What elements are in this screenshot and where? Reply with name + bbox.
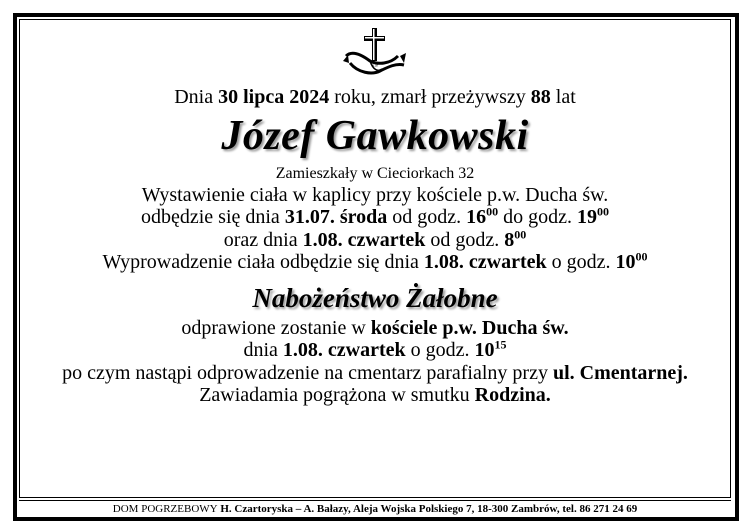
viewing-line-2 <box>19 206 731 229</box>
viewing-2-minute: 00 <box>514 226 527 241</box>
service-line-3-pre: po czym nastąpi odprowadzenie na cmentarz parafialny przy <box>62 361 553 384</box>
footer-details: H. Czartoryska – A. Bałazy, Aleja Wojska Polskiego 7, 18-300 Zambrów, tel. 86 271 24 69 <box>217 503 638 515</box>
viewing-line-3 <box>19 226 731 252</box>
viewing-from-minute: 00 <box>486 204 499 219</box>
footer-company: DOM POGRZEBOWY <box>112 503 218 515</box>
intro-line <box>19 86 731 109</box>
cross-with-ribbon-icon <box>340 25 410 85</box>
residence: Zamieszkały w Cieciorkach 32 <box>275 164 475 182</box>
funeral-home-footer <box>19 500 731 516</box>
viewing-line-3-pre: oraz dnia <box>223 228 303 251</box>
viewing-date-1: 31.07. środa <box>284 206 388 228</box>
cemetery-street: ul. Cmentarnej. <box>552 361 688 384</box>
service-place: kościele p.w. Ducha św. <box>370 316 569 339</box>
intro-post: lat <box>550 86 576 108</box>
intro-mid: roku, zmarł przeżywszy <box>329 86 531 108</box>
removal-line <box>19 251 731 274</box>
removal-mid: o godz. <box>546 251 616 273</box>
service-line-2 <box>19 339 731 362</box>
removal-minute: 00 <box>635 249 648 264</box>
service-title: Nabożeństwo Żałobne <box>252 282 498 313</box>
removal-hour: 10 <box>615 251 636 273</box>
viewing-line-2-mid2: do godz. <box>498 206 578 228</box>
death-date: 30 lipca 2024 <box>218 86 330 108</box>
age: 88 <box>530 86 551 108</box>
viewing-line-2-mid: od godz. <box>387 206 467 228</box>
family: Rodzina. <box>474 384 551 406</box>
service-date: 1.08. czwartek <box>282 339 406 361</box>
viewing-line-3-mid: od godz. <box>425 228 505 251</box>
service-line-2-mid: o godz. <box>405 339 475 361</box>
viewing-2-hour: 8 <box>504 228 515 251</box>
deceased-name: Józef Gawkowski <box>221 112 529 159</box>
service-line-4-pre: Zawiadamia pogrążona w smutku <box>199 384 475 406</box>
service-minute: 15 <box>494 337 507 352</box>
service-line-1 <box>19 317 731 340</box>
viewing-from-hour: 16 <box>466 206 487 228</box>
removal-pre: Wyprowadzenie ciała odbędzie się dnia <box>102 251 424 273</box>
viewing-to-minute: 00 <box>597 204 610 219</box>
viewing-to-hour: 19 <box>577 206 598 228</box>
service-line-4 <box>19 384 731 407</box>
notice-body <box>19 86 731 407</box>
service-line-2-pre: dnia <box>243 339 283 361</box>
service-line-1-pre: odprawione zostanie w <box>181 316 371 339</box>
viewing-line-1: Wystawienie ciała w kaplicy przy kościele p.w. Ducha św. <box>141 183 609 206</box>
emblem-initials: Ś.P. <box>371 63 379 68</box>
removal-date: 1.08. czwartek <box>423 251 547 273</box>
service-line-3 <box>19 362 731 385</box>
intro-pre: Dnia <box>174 86 219 108</box>
viewing-line-2-pre: odbędzie się dnia <box>140 206 285 228</box>
service-hour: 10 <box>474 339 495 361</box>
viewing-date-2: 1.08. czwartek <box>302 228 426 251</box>
